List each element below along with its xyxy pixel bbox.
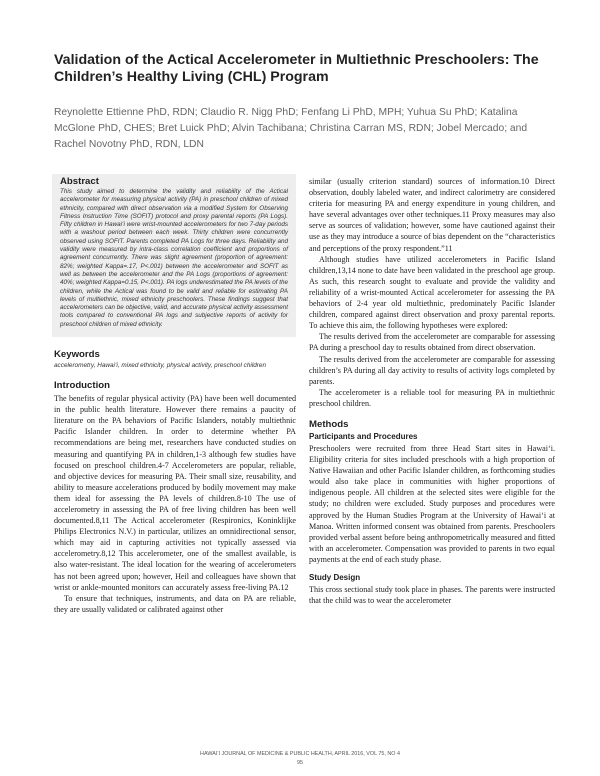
study-design-heading: Study Design (309, 573, 361, 582)
page-number: 95 (297, 760, 303, 766)
intro-paragraph: To ensure that techniques, instruments, and data on PA are reliable, they are usually validated or calibrated against other (54, 593, 296, 614)
participants-heading: Participants and Procedures (309, 431, 418, 441)
study-design-paragraph: This cross sectional study took place in phases. The parents were instructed that the child was to wear the accelerometer (309, 585, 555, 606)
body-paragraph: similar (usually criterion standard) sources of information.10 Direct observation, doubly labeled water, and indirect calorimetry are considered criteria for measuring PA and energy expenditure in young children, and have several advantages over other techniques.11 Proxy measures may also serve as sources of validation; however, some have cautioned against their use as they may introduce a source of bias dependent on the “characteristics and perceptions of the proxy respondent.”11 (309, 177, 555, 253)
abstract-text: This study aimed to determine the validity and reliability of the Actical accelerometer for measuring physical activity (PA) in preschool children of mixed ethnicity, compared with direct observation via a modified System for Observing Fitness Instruction Time (SOFIT) protocol and proxy parental reports (PA Logs). Fifty children in Hawai‘i were wrist-mounted accelerometers for two 7-day periods with a washout period between each week. Thirty children were concurrently observed using SOFIT. Parents completed PA Logs for three days. Reliability and validity were measured by intra-class correlation coefficient and proportions of agreement concurrently. There was slight agreement (proportion of agreement: 82%; weighted Kappa=.17, P<.001) between the accelerometer and SOFIT as well as between the accelerometer and the PA Logs (proportions of agreement: 40%; weighted Kappa=0.15, P<.001). PA logs underestimated the PA levels of the children, while the Actical was found to be valid and reliable for estimating PA levels of multiethnic, mixed ethnicity preschoolers. These findings suggest that accelerometers can be objective, valid, and accurate physical activity assessment tools compared to conventional PA logs and subjective reports of activity for preschool children of mixed ethnicity. (60, 188, 288, 328)
abstract-box (52, 174, 296, 337)
intro-paragraph: The benefits of regular physical activity (PA) have been well documented in the public health literature. However there remains a paucity of literature on the PA behaviors of Pacific Islanders, notably multiethnic Pacific Islander children. In order to determine whether PA recommendations are being met, researchers have conducted studies on measuring and quantifying PA in children,1-3 although few studies have focused on preschool children.4-7 Accelerometers are popular, reliable, and objective devices for measuring PA. Their small size, reusability, and ability to measure accelerations produced by bodily movement may make them ideal for assessing the PA levels of children.8-10 The use of accelerometry in assessing the PA of free living children has been well documented.8,11 The Actical accelerometer (Respironics, Koninklijke Philips Electronics N.V.) in particular, utilizes an omnidirectional sensor, which may aid in capturing activities not typically assessed via accelerometry.8,12 This accelerometer, one of the smallest available, is also water-resistant. The ideal location for the wearing of accelerometers has not been agreed upon; however, Heil and colleagues have shown that wrist or ankle-mounted monitors can accurately assess free-living PA.12 (54, 394, 296, 592)
left-column (54, 174, 296, 615)
methods-heading: Methods (309, 418, 349, 430)
keywords-text: accelerometry, Hawai‘i, mixed ethnicity, physical activity, preschool children (54, 362, 267, 370)
body-paragraph: Although studies have utilized accelerometers in Pacific Island children,13,14 none to date have been validated in the preschool age group. As such, this research sought to evaluate and provide the validity and reliability of a wrist-mounted Actical accelerometer for assessing the PA behaviors of 2-4 year old multiethnic, predominately Pacific Islander children, compared against direct observation and proxy parental reports. To achieve this aim, the following hypotheses were explored: (309, 254, 555, 331)
hypothesis-paragraph: The results derived from the accelerometer are comparable for assessing children’s PA during all day activity to results of activity logs completed by parents. (309, 354, 555, 386)
author-list: Reynolette Ettienne PhD, RDN; Claudio R. Nigg PhD; Fenfang Li PhD, MPH; Yuhua Su PhD; Katalina McGlone PhD, CHES; Bret Luick PhD; Alvin Tachibana; Christina Carran MS, RDN; Jobel Mercado; and Rachel Novotny PhD, RDN, LDN (54, 107, 528, 150)
keywords-heading: Keywords (54, 349, 100, 361)
right-column (309, 176, 555, 606)
abstract-heading: Abstract (60, 176, 99, 187)
article-title: Validation of the Actical Accelerometer in Multiethnic Preschoolers: The Children’s Healthy Living (CHL) Program (54, 52, 539, 85)
hypothesis-paragraph: The results derived from the accelerometer are comparable for assessing PA during a preschool day to results obtained from direct observation. (309, 332, 555, 353)
hypothesis-paragraph: The accelerometer is a reliable tool for measuring PA in multiethnic preschool children. (309, 387, 555, 408)
introduction-heading: Introduction (54, 380, 110, 392)
participants-paragraph: Preschoolers were recruited from three Head Start sites in Hawai‘i. Eligibility criteria for sites included preschools with a high proportion of Native Hawaiian and other Pacific Islander children, as forthcoming studies would also take place in communities with higher proportions of indigenous people. All children at the selected sites were eligible for the study; no children were excluded. Study purposes and procedures were approved by the Human Studies Program at the University of Hawai‘i at Manoa. Written informed consent was obtained from parents. Preschoolers provided verbal assent before being anthropometrically measured and fitted with an accelerometer. Compensation was provided to parents in two equal payments at the end of each study phase. (309, 443, 555, 564)
journal-footer: HAWAI‘I JOURNAL OF MEDICINE & PUBLIC HEALTH, APRIL 2016, VOL 75, NO 4 (200, 751, 400, 757)
